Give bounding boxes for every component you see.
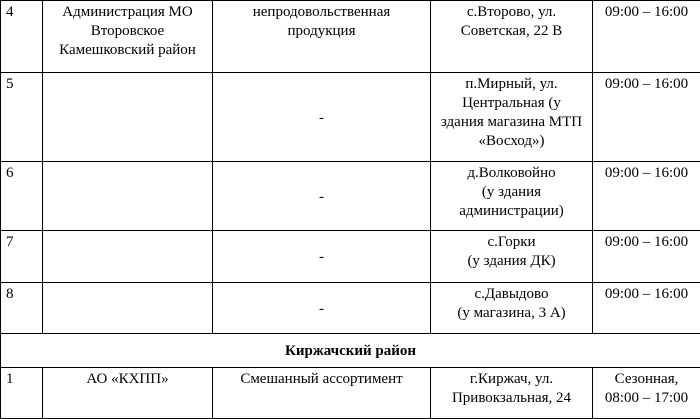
organization-cell: АО «КХПП» <box>43 368 213 419</box>
region-title: Киржачский район <box>1 334 700 368</box>
hours-cell: 09:00 – 16:00 <box>593 283 700 334</box>
goods-cell: Смешанный ассортимент <box>213 368 431 419</box>
hours-cell: 09:00 – 16:00 <box>593 162 700 231</box>
address-cell: д.Волковойно (у здания администрации) <box>431 162 593 231</box>
address-cell: с.Давыдово (у магазина, 3 А) <box>431 283 593 334</box>
goods-cell: - <box>213 283 431 334</box>
table-row <box>1 162 700 231</box>
row-number: 7 <box>1 231 43 283</box>
table-row <box>1 1 700 73</box>
hours-cell: Сезонная, 08:00 – 17:00 <box>593 368 700 419</box>
goods-cell: - <box>213 162 431 231</box>
goods-cell: непродовольственная продукция <box>213 1 431 73</box>
row-number: 6 <box>1 162 43 231</box>
row-number: 4 <box>1 1 43 73</box>
table-row <box>1 73 700 162</box>
address-cell: с.Второво, ул. Советская, 22 В <box>431 1 593 73</box>
hours-cell: 09:00 – 16:00 <box>593 73 700 162</box>
address-cell: п.Мирный, ул. Центральная (у здания магазина МТП «Восход») <box>431 73 593 162</box>
row-number: 1 <box>1 368 43 419</box>
hours-cell: 09:00 – 16:00 <box>593 1 700 73</box>
hours-cell: 09:00 – 16:00 <box>593 231 700 283</box>
address-cell: г.Киржач, ул. Привокзальная, 24 <box>431 368 593 419</box>
region-header-row <box>1 334 700 368</box>
goods-cell: - <box>213 73 431 162</box>
organization-cell <box>43 162 213 231</box>
organization-cell <box>43 73 213 162</box>
table-row <box>1 368 700 419</box>
address-cell: с.Горки (у здания ДК) <box>431 231 593 283</box>
goods-cell: - <box>213 231 431 283</box>
row-number: 8 <box>1 283 43 334</box>
table-row <box>1 283 700 334</box>
organization-cell <box>43 283 213 334</box>
organization-cell <box>43 231 213 283</box>
table-row <box>1 231 700 283</box>
organization-cell: Администрация МО Второвское Камешковский район <box>43 1 213 73</box>
row-number: 5 <box>1 73 43 162</box>
